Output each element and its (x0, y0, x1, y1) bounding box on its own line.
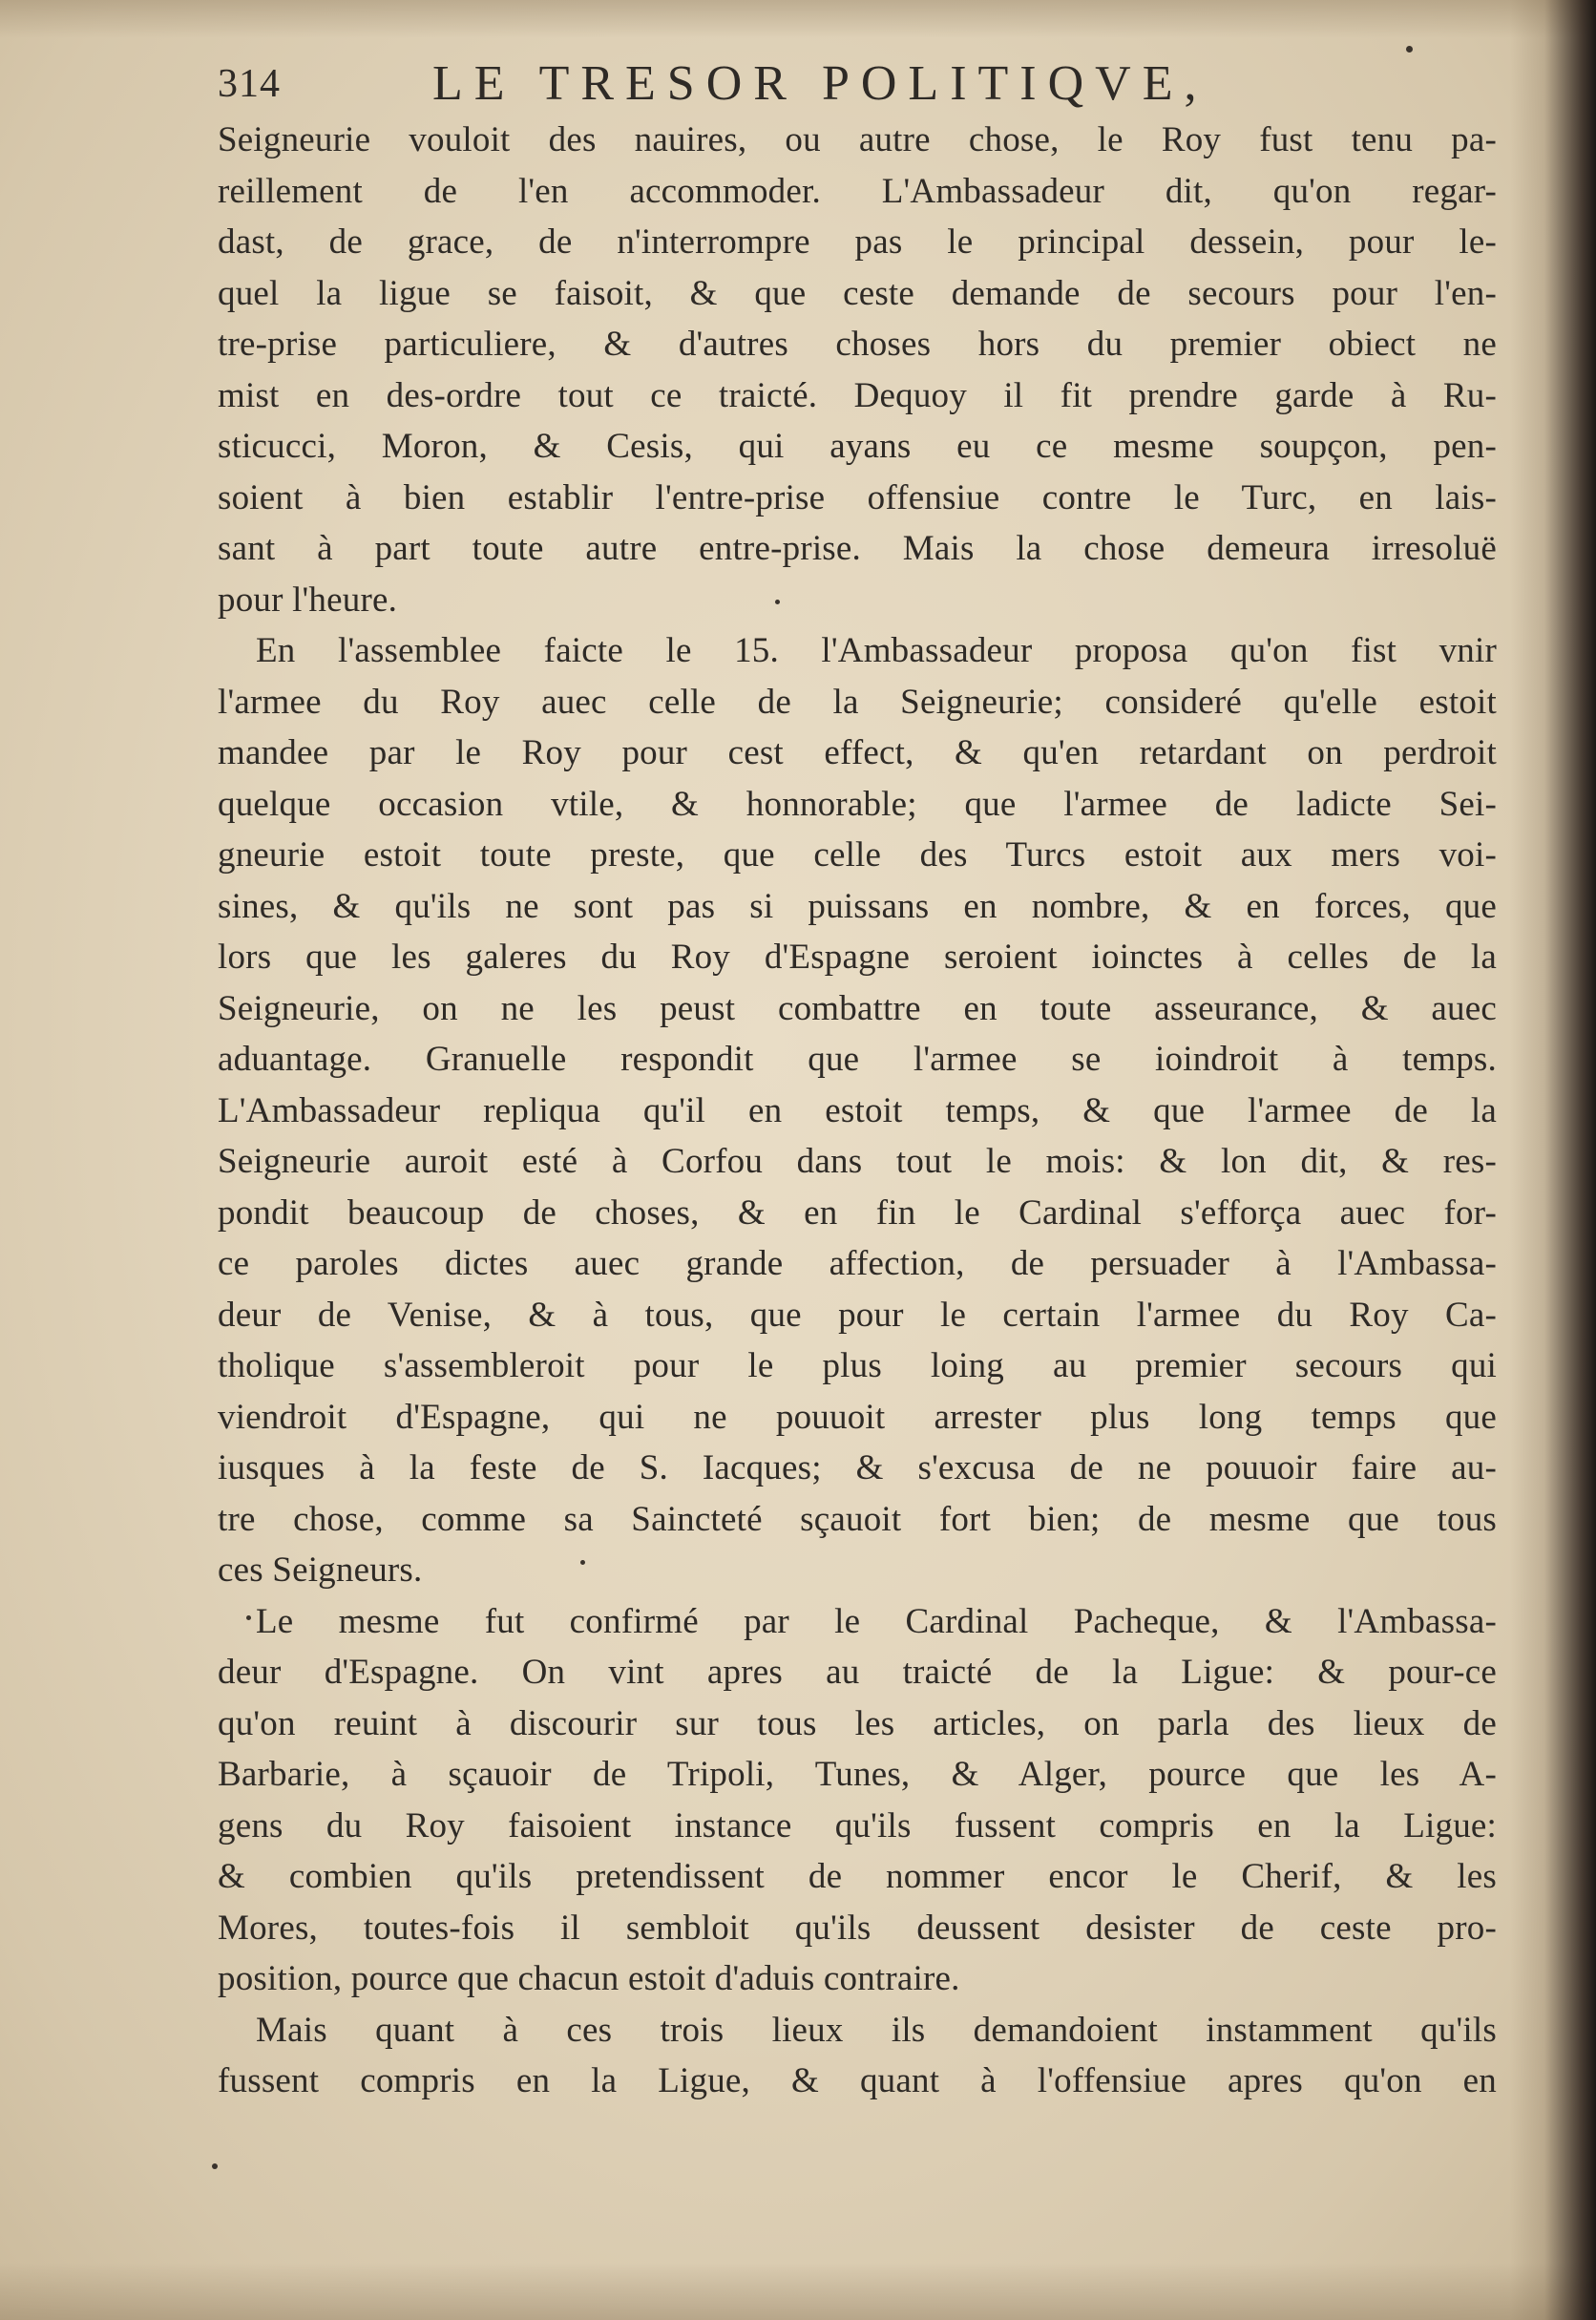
text-line: Mais quant à ces trois lieux ils demandoient instamment qu'ils (256, 2010, 1497, 2050)
text-line: mandee par le Roy pour cest effect, & qu'en retardant on perdroit (218, 733, 1497, 772)
page-edge-shadow-bottom (0, 2263, 1596, 2320)
text-line: tre-prise particuliere, & d'autres choses hors du premier obiect ne (218, 325, 1497, 364)
text-line: viendroit d'Espagne, qui ne pouuoit arrester plus long temps que (218, 1397, 1497, 1437)
ink-speck (212, 2163, 218, 2169)
text-line: Seigneurie vouloit des nauires, ou autre chose, le Roy fust tenu pa- (218, 120, 1497, 159)
running-title: LE TRESOR POLITIQVE, (432, 56, 1208, 111)
text-line: dast, de grace, de n'interrompre pas le principal dessein, pour le- (218, 222, 1497, 262)
page-edge-shadow-top (0, 0, 1596, 38)
page-number: 314 (218, 62, 281, 106)
text-line: qu'on reuint à discourir sur tous les articles, on parla des lieux de (218, 1703, 1497, 1743)
text-line: lors que les galeres du Roy d'Espagne seroient ioinctes à celles de la (218, 938, 1497, 977)
ink-speck (775, 600, 780, 604)
ink-speck (580, 1560, 585, 1565)
text-line: pour l'heure. (218, 580, 398, 620)
text-line: iusques à la feste de S. Iacques; & s'excusa de ne pouuoir faire au- (218, 1448, 1497, 1487)
text-line: L'Ambassadeur repliqua qu'il en estoit temps, & que l'armee de la (218, 1090, 1497, 1130)
text-line: pondit beaucoup de choses, & en fin le Cardinal s'efforça auec for- (218, 1192, 1497, 1233)
text-line: sant à part toute autre entre-prise. Mais la chose demeura irresoluë (218, 529, 1497, 568)
text-line: gneurie estoit toute preste, que celle des Turcs estoit aux mers voi- (218, 835, 1497, 875)
text-line: Le mesme fut confirmé par le Cardinal Pacheque, & l'Ambassa- (256, 1601, 1497, 1641)
text-line: deur d'Espagne. On vint apres au traicté de la Ligue: & pour-ce (218, 1653, 1497, 1692)
text-line: Seigneurie auroit esté à Corfou dans tout le mois: & lon dit, & res- (218, 1142, 1497, 1181)
text-line: l'armee du Roy auec celle de la Seigneurie; consideré qu'elle estoit (218, 682, 1497, 722)
ink-speck (246, 1615, 251, 1620)
text-line: En l'assemblee faicte le 15. l'Ambassadeur proposa qu'on fist vnir (256, 631, 1497, 670)
text-line: ces Seigneurs. (218, 1550, 423, 1590)
text-line: sticucci, Moron, & Cesis, qui ayans eu ce mesme soupçon, pen- (218, 427, 1497, 466)
text-line: tre chose, comme sa Saincteté sçauoit fort bien; de mesme que tous (218, 1499, 1497, 1539)
text-line: aduantage. Granuelle respondit que l'armee se ioindroit à temps. (218, 1040, 1497, 1079)
text-line: fussent compris en la Ligue, & quant à l'offensiue apres qu'on en (218, 2061, 1497, 2100)
text-line: sines, & qu'ils ne sont pas si puissans en nombre, & en forces, que (218, 886, 1497, 926)
text-line: gens du Roy faisoient instance qu'ils fussent compris en la Ligue: (218, 1805, 1497, 1845)
ink-speck (1406, 46, 1413, 53)
text-line: quel la ligue se faisoit, & que ceste demande de secours pour l'en- (218, 273, 1497, 313)
text-line: reillement de l'en accommoder. L'Ambassadeur dit, qu'on regar- (218, 171, 1497, 211)
text-line: & combien qu'ils pretendissent de nommer encor le Cherif, & les (218, 1857, 1497, 1896)
text-line: soient à bien establir l'entre-prise offensiue contre le Turc, en lais- (218, 477, 1497, 517)
text-line: Mores, toutes-fois il sembloit qu'ils deussent desister de ceste pro- (218, 1908, 1497, 1948)
body-text (218, 115, 1497, 2107)
text-line: tholique s'assembleroit pour le plus loing au premier secours qui (218, 1346, 1497, 1385)
text-line: mist en des-ordre tout ce traicté. Dequoy il fit prendre garde à Ru- (218, 375, 1497, 415)
page-header (218, 55, 1506, 113)
text-line: deur de Venise, & à tous, que pour le certain l'armee du Roy Ca- (218, 1295, 1497, 1335)
text-line: Barbarie, à sçauoir de Tripoli, Tunes, & Alger, pource que les A- (218, 1755, 1497, 1794)
text-line: position, pource que chacun estoit d'aduis contraire. (218, 1959, 960, 1998)
text-line: Seigneurie, on ne les peust combattre en toute asseurance, & auec (218, 988, 1497, 1028)
page-gutter-shadow (1510, 0, 1596, 2320)
text-line: ce paroles dictes auec grande affection, de persuader à l'Ambassa- (218, 1244, 1497, 1283)
text-line: quelque occasion vtile, & honnorable; que l'armee de ladicte Sei- (218, 784, 1497, 824)
